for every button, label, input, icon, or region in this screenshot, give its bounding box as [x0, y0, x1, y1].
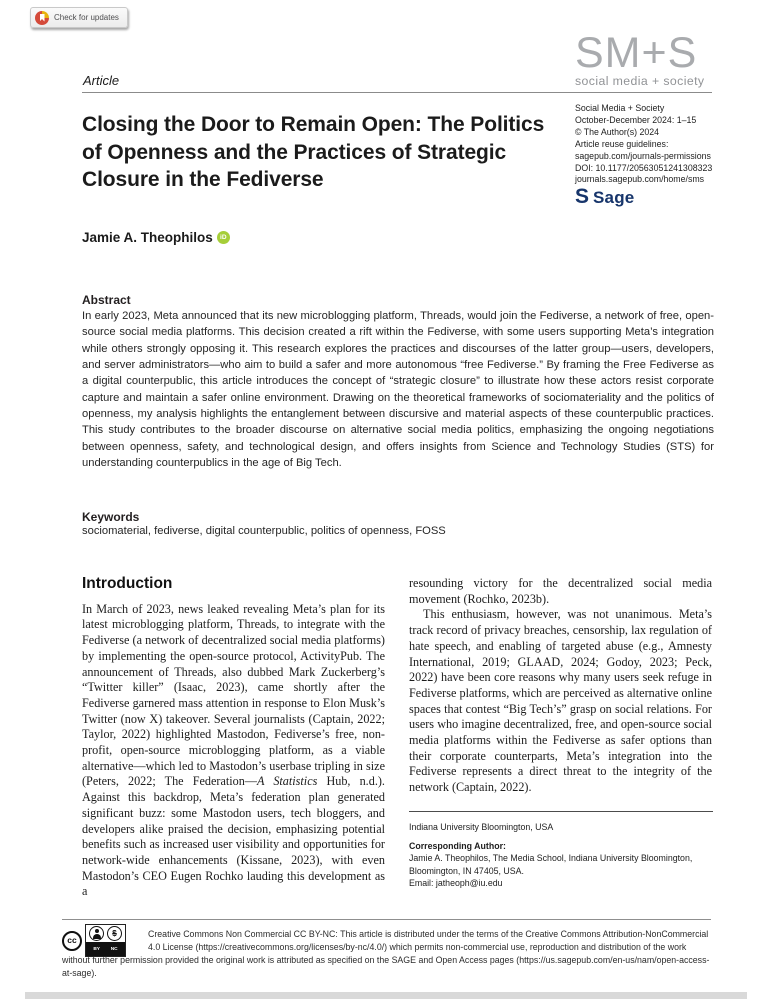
intro-paragraph [82, 602, 385, 900]
header-divider [82, 92, 712, 93]
intro-paragraph-part1: In March of 2023, news leaked revealing Meta’s plan for its latest microblogging platform, Threads, to integrate with the Fediverse (a network of decentralized social media platforms) by implementing the open-source protocol, ActivityPub. The announcement of Threads, also dubbed Mark Zuckerberg’s “Twitter killer” (Isaac, 2023), came shortly after the Fediverse garnered mass attention in response to Elon Musk’s Twitter (now X) takeover. Several journalists (Captain, 2022; Taylor, 2022) highlighted Mastodon, Fediverse’s free, non-profit, open-source microblogging platform, as a viable alternative—which led to Mastodon’s userbase tripling in size (Peters, 2022; The Federation— [82, 601, 385, 789]
sage-wordmark: Sage [593, 188, 635, 207]
next-page-edge [25, 992, 747, 999]
check-for-updates-button[interactable] [30, 7, 128, 28]
issue-info: October-December 2024: 1–15 [575, 114, 697, 125]
right-paragraph-2: This enthusiasm, however, was not unanimous. Meta’s track record of privacy breaches, censorship, lax regulation of hate speech, and enabling of targeted abuse (e.g., Amnesty International, 2019; GLAAD, 2024; Godoy, 2023; Peck, 2022) have been core reasons why many users seek refuge in Fediverse platforms, which are perceived as alternative online spaces that contest “Big Tech’s” grasp on social relations. For users who imagine decentralized, free, and open-source social media platforms within the Fediverse as safer options than their corporate counterparts, Meta’s integration into the Fediverse represents a direct threat to the integrity of the network (Captain, 2022). [409, 607, 712, 795]
by-nc-icons [85, 924, 126, 957]
abstract-text: In early 2023, Meta announced that its new microblogging platform, Threads, would join the Fediverse, a network of free, open-source social media platforms. This decision created a rift within the Fediverse, with some users supporting Meta’s integration while others strongly opposing it. This research explores the practices and discourses of the latter group—users, developers, and server administrators—who aim to build a safer and more autonomous “free Fediverse.” By framing the Free Fediverse as a digital counterpublic, this article introduces the concept of “strategic closure” to illustrate how these actors resist corporate capture and maintain a safer online environment. Drawing on the theoretical frameworks of sociomateriality and the politics of openness, my analysis highlights the entanglement between discursive and material aspects of these counterpublic practices. This study contributes to the broader discourse on alternative social media politics, emphasizing the ongoing negotiations between openness, safety, and technological design, and offers insights from Science and Technology Studies (STS) for understanding counterpublics in the age of Big Tech. [82, 310, 714, 470]
sage-publisher-logo [575, 185, 634, 209]
corresponding-author-label: Corresponding Author: [409, 841, 506, 852]
journal-logo-mark: SM+S [575, 29, 698, 77]
non-commercial-icon: $ [107, 926, 122, 941]
author-footnote [409, 811, 713, 889]
article-type-label: Article [83, 73, 120, 88]
affiliation-line: Indiana University Bloomington, USA [409, 822, 554, 832]
cc-by-nc-badge[interactable] [62, 928, 138, 953]
intro-paragraph-italic: A Statistics [257, 774, 318, 789]
crossmark-icon [35, 11, 49, 25]
article-title: Closing the Door to Remain Open: The Politics of Openness and the Practices of Strategic Closure in the Fediverse [82, 113, 545, 192]
copyright-line: © The Author(s) 2024 [575, 126, 660, 137]
introduction-heading: Introduction [82, 575, 173, 592]
license-block [62, 919, 711, 980]
intro-paragraph-part2: Hub, n.d.). Against this backdrop, Meta’s federation plan generated significant buzz: some Mastodon users, tech bloggers, and developers alike praised the decision, emphasizing potential benefits such as increased user visibility and opportunities for network-wide enhancements (Kissane, 2023), with even Mastodon’s CEO Eugen Rochko lauding this development as a [82, 774, 385, 899]
nc-caption: NC [110, 946, 118, 952]
right-paragraph-1: resounding victory for the decentralized social media movement (Rochko, 2023b). [409, 576, 712, 606]
left-column [82, 576, 385, 900]
sage-s-mark: S [575, 185, 590, 208]
orcid-id-icon[interactable]: iD [217, 231, 230, 244]
license-text: Creative Commons Non Commercial CC BY-NC: This article is distributed under the terms of the Creative Commons Attribution-NonCommercial 4.0 License (https://creativecommons.org/licenses/by-nc/4.0/) which permits non-commercial use, reproduction and distribution of the work without further permission provided the original work is attributed as specified on the SAGE and Open Access pages (https://us.sagepub.com/en-us/nam/open-access-at-sage). [62, 929, 710, 978]
keywords-text: sociomaterial, fediverse, digital counterpublic, politics of openness, FOSS [82, 525, 446, 537]
permissions-link[interactable]: sagepub.com/journals-permissions [575, 150, 711, 161]
doi-line: DOI: 10.1177/20563051241308323 [575, 162, 713, 173]
corresponding-author-address: Jamie A. Theophilos, The Media School, Indiana University Bloomington, Bloomington, IN 47405, USA. [409, 853, 693, 876]
author-row [82, 230, 230, 245]
attribution-person-icon [89, 926, 104, 941]
journal-citation-block [575, 103, 712, 186]
reuse-guidelines-label: Article reuse guidelines: [575, 138, 669, 149]
cc-icon: cc [62, 931, 82, 951]
abstract-heading: Abstract [82, 293, 131, 307]
journal-home-link[interactable]: journals.sagepub.com/home/sms [575, 174, 705, 185]
corresponding-author-email[interactable]: Email: jatheoph@iu.edu [409, 877, 503, 888]
author-name: Jamie A. Theophilos [82, 230, 213, 245]
keywords-heading: Keywords [82, 510, 140, 524]
check-for-updates-label: Check for updates [54, 13, 119, 22]
journal-logo [575, 29, 705, 88]
journal-logo-tagline: social media + society [575, 74, 705, 88]
by-caption: BY [93, 946, 101, 952]
journal-name: Social Media + Society [575, 103, 665, 113]
